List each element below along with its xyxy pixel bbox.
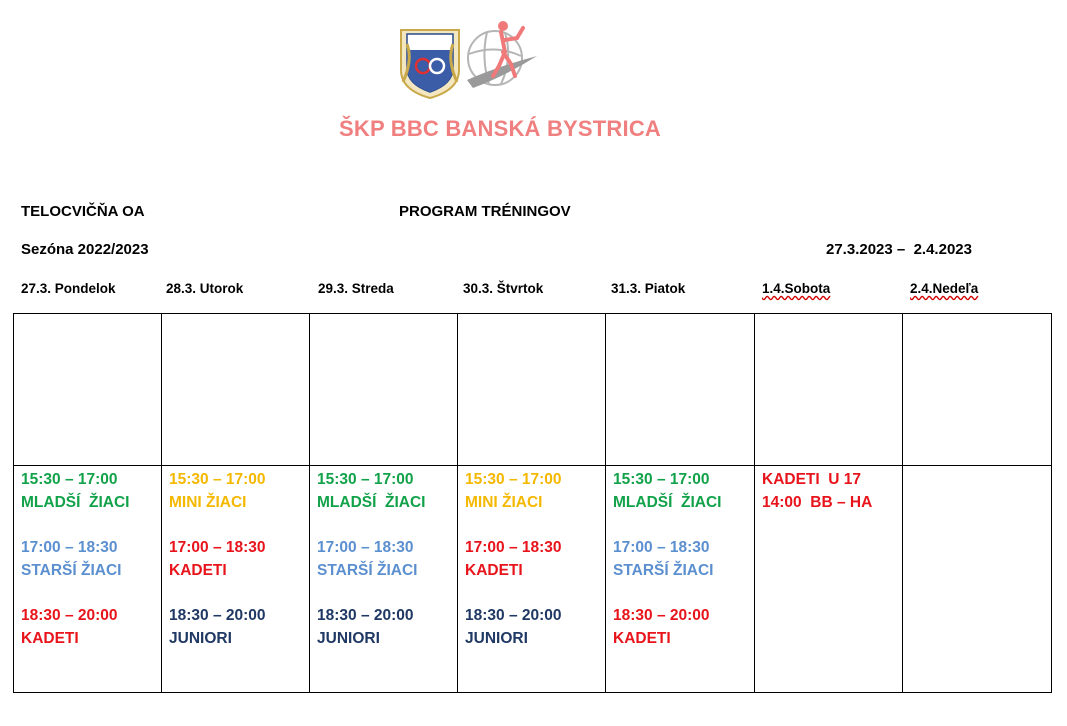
day-header-tue: 28.3. Utorok	[166, 281, 244, 296]
club-title: ŠKP BBC BANSKÁ BYSTRICA	[339, 116, 661, 141]
training-time: 15:30 – 17:00	[169, 471, 266, 488]
training-time: 15:30 – 17:00	[613, 471, 710, 488]
training-entry	[465, 536, 605, 582]
empty-cell	[903, 314, 1052, 466]
training-time: 17:00 – 18:30	[21, 539, 118, 556]
training-entry	[317, 468, 457, 514]
basketball-player-logo-icon	[459, 18, 541, 100]
day-header-fri: 31.3. Piatok	[611, 281, 686, 296]
table-row-empty	[14, 314, 1052, 466]
training-group: STARŠÍ ŽIACI	[613, 562, 714, 579]
training-time: 17:00 – 18:30	[613, 539, 710, 556]
training-entry	[465, 604, 605, 650]
training-entry	[21, 468, 161, 514]
training-entry	[613, 468, 754, 514]
empty-cell	[310, 314, 458, 466]
schedule-cell-sun	[903, 466, 1052, 693]
training-entry	[317, 604, 457, 650]
empty-cell	[755, 314, 903, 466]
training-entry	[169, 604, 309, 650]
training-time: 17:00 – 18:30	[317, 539, 414, 556]
empty-cell	[14, 314, 162, 466]
training-entry	[169, 468, 309, 514]
training-time: 18:30 – 20:00	[317, 607, 414, 624]
training-time: 18:30 – 20:00	[21, 607, 118, 624]
table-row-schedule	[14, 466, 1052, 693]
training-entry	[613, 604, 754, 650]
season-label: Sezóna 2022/2023	[21, 241, 149, 258]
training-group: MLADŠÍ ŽIACI	[317, 494, 426, 511]
training-entry	[613, 536, 754, 582]
date-range: 27.3.2023 – 2.4.2023	[826, 241, 972, 258]
training-group: JUNIORI	[169, 630, 232, 647]
training-group: KADETI	[613, 630, 671, 647]
training-time: 15:30 – 17:00	[317, 471, 414, 488]
empty-cell	[162, 314, 310, 466]
training-group: JUNIORI	[317, 630, 380, 647]
schedule-cell-sat	[755, 466, 903, 693]
training-group: MINI ŽIACI	[465, 494, 543, 511]
training-group: 14:00 BB – HA	[762, 494, 873, 511]
program-title: PROGRAM TRÉNINGOV	[399, 203, 571, 220]
training-entry	[21, 604, 161, 650]
schedule-cell-fri	[606, 466, 755, 693]
training-time: 18:30 – 20:00	[613, 607, 710, 624]
training-group: KADETI	[465, 562, 523, 579]
training-group: STARŠÍ ŽIACI	[317, 562, 418, 579]
training-time: 15:30 – 17:00	[465, 471, 562, 488]
day-header-wed: 29.3. Streda	[318, 281, 394, 296]
schedule-cell-wed	[310, 466, 458, 693]
training-entry	[21, 536, 161, 582]
empty-cell	[606, 314, 755, 466]
training-entry	[465, 468, 605, 514]
day-header-mon: 27.3. Pondelok	[21, 281, 116, 296]
training-group: MINI ŽIACI	[169, 494, 247, 511]
training-group: STARŠÍ ŽIACI	[21, 562, 122, 579]
training-group: KADETI	[21, 630, 79, 647]
schedule-cell-thu	[458, 466, 606, 693]
day-header-thu: 30.3. Štvrtok	[463, 281, 544, 296]
training-entry	[762, 468, 902, 514]
venue-label: TELOCVIČŇA OA	[21, 203, 145, 220]
training-time: 17:00 – 18:30	[465, 539, 562, 556]
schedule-table	[13, 313, 1052, 693]
training-group: JUNIORI	[465, 630, 528, 647]
training-entry	[169, 536, 309, 582]
training-time: 18:30 – 20:00	[465, 607, 562, 624]
training-group: KADETI	[169, 562, 227, 579]
training-time: 15:30 – 17:00	[21, 471, 118, 488]
training-entry	[317, 536, 457, 582]
empty-cell	[458, 314, 606, 466]
day-header-sat: 1.4.Sobota	[762, 281, 831, 296]
schedule-cell-mon	[14, 466, 162, 693]
training-time: 18:30 – 20:00	[169, 607, 266, 624]
schedule-cell-tue	[162, 466, 310, 693]
training-time: 17:00 – 18:30	[169, 539, 266, 556]
training-group: MLADŠÍ ŽIACI	[21, 494, 130, 511]
day-header-sun: 2.4.Nedeľa	[910, 281, 979, 296]
training-group: MLADŠÍ ŽIACI	[613, 494, 722, 511]
training-time: KADETI U 17	[762, 471, 862, 488]
